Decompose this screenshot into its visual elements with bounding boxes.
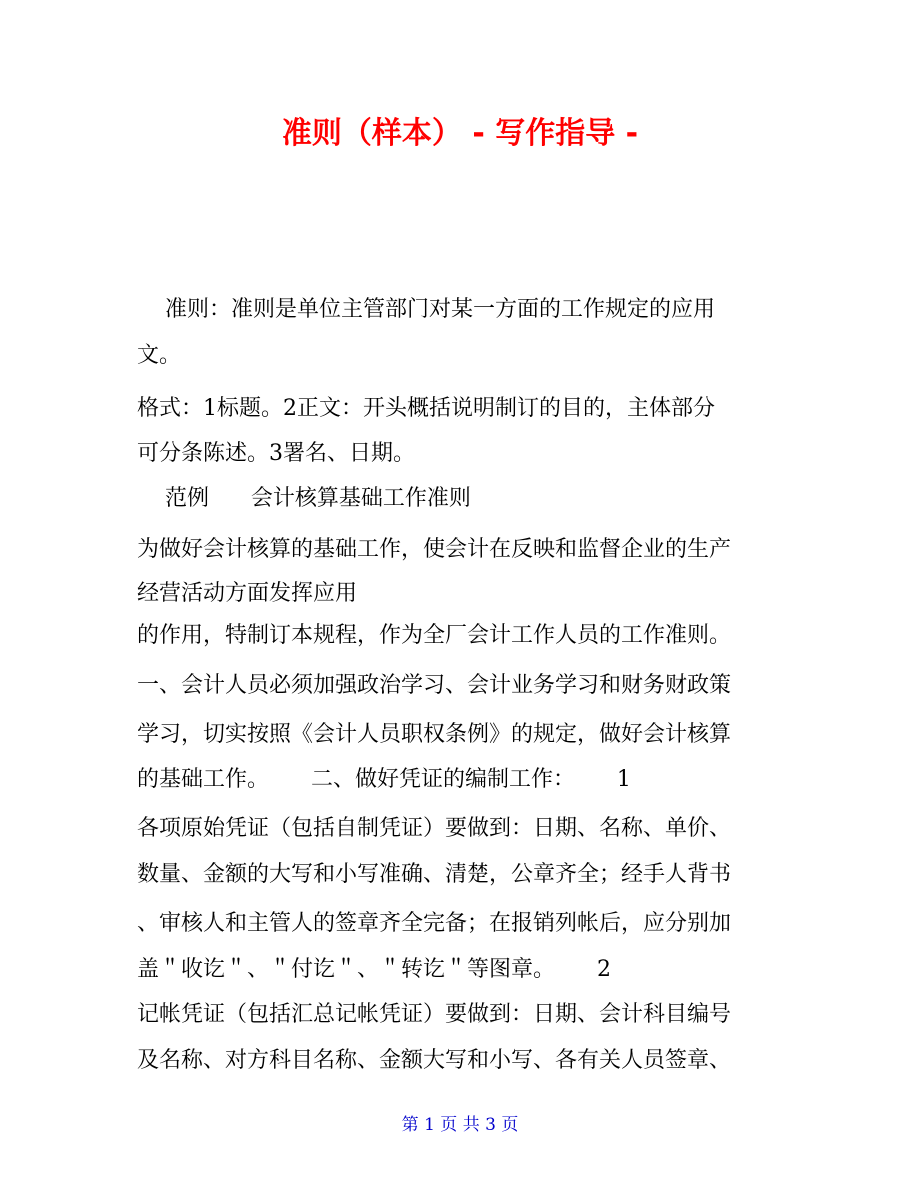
body-line: 学习，切实按照《会计人员职权条例》的规定，做好会计核算 — [137, 722, 732, 747]
body-line: 及名称、对方科目名称、金额大写和小写、各有关人员签章、 — [137, 1048, 732, 1073]
body-line: 文。 — [137, 343, 182, 368]
body-line: 、审核人和主管人的签章齐全完备；在报销列帐后，应分别加 — [137, 911, 732, 936]
page-footer: 第 1 页 共 3 页 — [401, 1115, 519, 1135]
body-line: 数量、金额的大写和小写准确、清楚，公章齐全；经手人背书 — [137, 862, 732, 887]
body-line: 的作用，特制订本规程，作为全厂会计工作人员的工作准则。 — [137, 623, 732, 648]
body-line: 为做好会计核算的基础工作，使会计在反映和监督企业的生产 — [137, 537, 732, 562]
body-line: 一、会计人员必须加强政治学习、会计业务学习和财务财政策 — [137, 673, 732, 698]
body-line: 可分条陈述。3署名、日期。 — [137, 441, 415, 466]
body-line: 记帐凭证（包括汇总记帐凭证）要做到：日期、会计科目编号 — [137, 1002, 732, 1027]
body-line: 范例 会计核算基础工作准则 — [137, 486, 471, 511]
body-line: 格式：1标题。2正文：开头概括说明制订的目的，主体部分 — [137, 396, 715, 421]
body-line: 各项原始凭证（包括自制凭证）要做到：日期、名称、单价、 — [137, 816, 732, 841]
body-line: 经营活动方面发挥应用 — [137, 581, 358, 606]
body-line: 准则：准则是单位主管部门对某一方面的工作规定的应用 — [137, 297, 715, 322]
document-title: 准则（样本） - 写作指导 - — [281, 116, 639, 151]
body-line: 盖＂收讫＂、＂付讫＂、＂转讫＂等图章。 2 — [137, 957, 611, 982]
body-line: 的基础工作。 二、做好凭证的编制工作： 1 — [137, 767, 631, 792]
